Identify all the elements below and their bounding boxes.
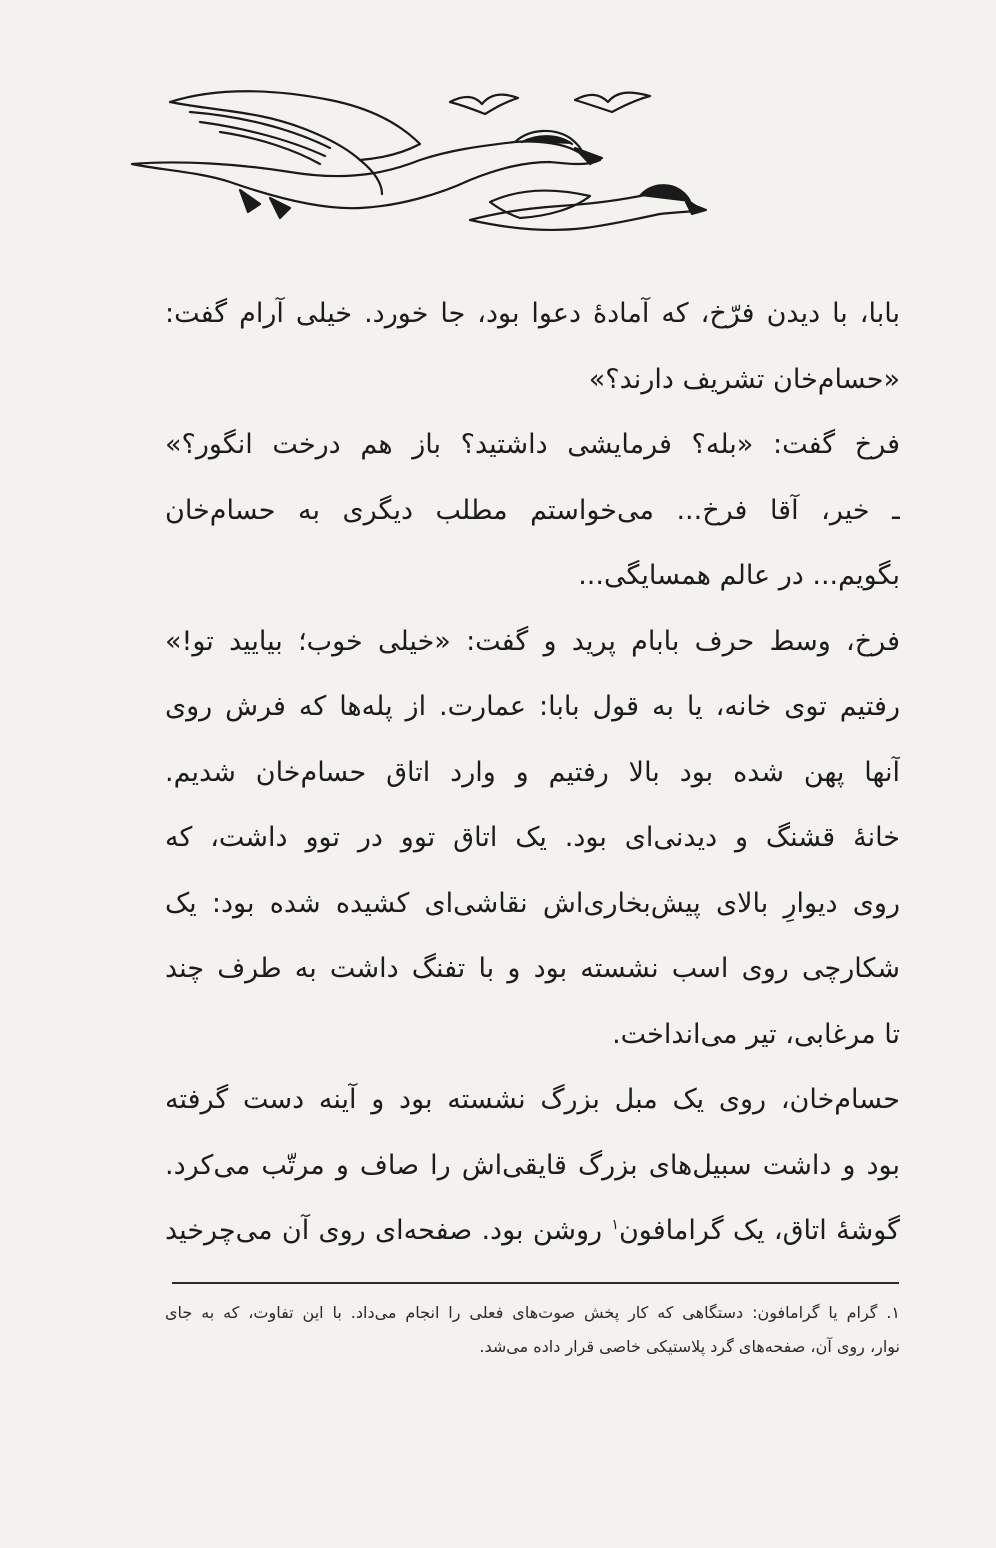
body-line-6: فرخ، وسط حرف بابام پرید و گفت: «خیلی خوب؛ بیایید تو!» [165,625,900,657]
body-line-9: خانۀ قشنگ و دیدنی‌ای بود. یک اتاق توو در توو داشت، که [165,822,900,853]
body-line-8: آنها پهن شده بود بالا رفتیم و وارد اتاق حسام‌خان شدیم. [165,756,900,788]
story-text [165,288,900,1271]
body-line-15 [165,1205,900,1271]
body-line-1: بابا، با دیدن فرّخ، که آمادۀ دعوا بود، جا خورد. خیلی آرام گفت: [165,298,900,329]
body-line-15-start: گوشۀ اتاق، یک گرامافون [618,1215,900,1246]
body-line-11: شکارچی روی اسب نشسته بود و با تفنگ داشت به طرف چند [165,953,900,984]
body-line-10: روی دیوارِ بالای پیش‌بخاری‌اش نقاشی‌ای کشیده شده بود: یک [165,887,900,919]
body-line-14: بود و داشت سبیل‌های بزرگ قایقی‌اش را صاف و مرتّب می‌کرد. [165,1149,900,1181]
footnote [165,1296,900,1364]
body-line-5: بگویم... در عالم همسایگی... [578,560,900,591]
body-line-3: فرخ گفت: «بله؟ فرمایشی داشتید؟ باز هم درخت انگور؟» [165,429,900,460]
body-line-7: رفتیم توی خانه، یا به قول بابا: عمارت. از پله‌ها که فرش روی [165,691,900,722]
body-line-15-end: روشن بود. صفحه‌ای روی آن می‌چرخید [165,1215,603,1246]
body-line-12: تا مرغابی، تیر می‌انداخت. [612,1018,900,1050]
footnote-line-1: ۱. گرام یا گرامافون: دستگاهی که کار پخش صوت‌های فعلی را انجام می‌داد. با این تفاوت، که به جای [165,1303,900,1322]
body-line-2: «حسام‌خان تشریف دارند؟» [588,363,900,395]
body-line-4: ـ خیر، آقا فرخ... می‌خواستم مطلب دیگری به حسام‌خان [165,494,900,526]
footnote-marker: ۱ [611,1217,619,1233]
body-line-13: حسام‌خان، روی یک مبل بزرگ نشسته بود و آینه دست گرفته [165,1084,900,1115]
footnote-line-2: نوار، روی آن، صفحه‌های گرد پلاستیکی خاصی قرار داده می‌شد. [479,1337,900,1356]
flying-ducks-illustration [120,72,720,242]
footnote-divider [172,1282,899,1284]
